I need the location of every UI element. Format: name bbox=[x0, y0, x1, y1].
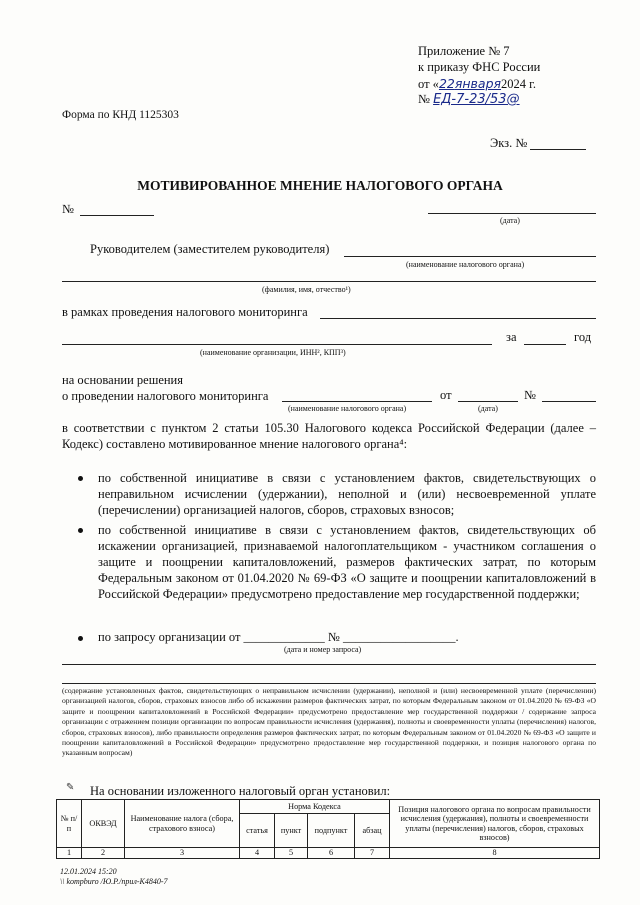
col-position-header: Позиция налогового органа по вопросам правильности исчисления (удержания), полноты и своевременности уплаты (перечисления) налогов, сборов, страховых взносов) bbox=[390, 800, 600, 848]
col-code-norm-header: Норма Кодекса bbox=[240, 800, 390, 814]
footer-stamp-date: 12.01.2024 15:20 bbox=[60, 867, 117, 876]
table-col-number: 7 bbox=[355, 848, 390, 859]
order-date bbox=[418, 76, 536, 92]
date-line bbox=[428, 213, 596, 214]
col-paragraph-header: абзац bbox=[355, 814, 390, 848]
number-line bbox=[80, 215, 154, 216]
bullet-request: по запросу организации от _____________ № __________________. bbox=[98, 630, 459, 644]
col-article-header: статья bbox=[240, 814, 275, 848]
bullet-own-initiative-costs: по собственной инициативе в связи с установлением фактов, свидетельствующих об искажении организацией, признаваемой налогоплательщиком - участником соглашения о защите и поощрении капиталовложений, размеров фактических затрат, по которым Федеральным законом от 01.04.2020 № 69-ФЗ «О защите и поощрении капиталовложений в Российской Федерации» предусмотрено предоставление мер государственной поддержки; bbox=[98, 523, 596, 601]
decision-line2: о проведении налогового мониторинга bbox=[62, 389, 269, 403]
handwritten-number: ЕД-7-23/53@ bbox=[433, 92, 520, 107]
content-line bbox=[62, 664, 596, 665]
year-line bbox=[524, 344, 566, 345]
decision-no: № bbox=[524, 388, 536, 402]
decision-tax-org-line bbox=[282, 401, 432, 402]
order-line: к приказу ФНС России bbox=[418, 60, 541, 74]
table-col-number: 8 bbox=[390, 848, 600, 859]
document-title: МОТИВИРОВАННОЕ МНЕНИЕ НАЛОГОВОГО ОРГАНА bbox=[137, 178, 503, 193]
established-heading: На основании изложенного налоговый орган установил: bbox=[90, 784, 391, 798]
decision-date-caption: (дата) bbox=[478, 404, 498, 413]
form-code: Форма по КНД 1125303 bbox=[62, 109, 179, 121]
copy-number-line bbox=[530, 149, 586, 150]
table-col-number: 6 bbox=[308, 848, 355, 859]
appendix-number: Приложение № 7 bbox=[418, 44, 510, 58]
col-subpoint-header: подпункт bbox=[308, 814, 355, 848]
number-prefix: № bbox=[418, 92, 430, 106]
number-label: № bbox=[62, 202, 74, 216]
table-col-number: 5 bbox=[275, 848, 308, 859]
table-col-number: 2 bbox=[82, 848, 125, 859]
bullet-marker bbox=[78, 476, 83, 481]
request-caption: (дата и номер запроса) bbox=[284, 645, 362, 654]
col-number-header: № п/п bbox=[57, 800, 82, 848]
bullet-marker bbox=[78, 528, 83, 533]
tax-org-line bbox=[344, 256, 596, 257]
col-okved-header: ОКВЭД bbox=[82, 800, 125, 848]
monitoring-label: в рамках проведения налогового мониторинга bbox=[62, 305, 308, 319]
za-label: за bbox=[506, 330, 517, 344]
bullet-own-initiative-taxes: по собственной инициативе в связи с установлением фактов, свидетельствующих о неправильном исчислении (удержании), неполной и (или) несвоевременной уплате (перечислении) организацией налогов, сборов, страховых взносов; bbox=[98, 471, 596, 517]
decision-line1: на основании решения bbox=[62, 373, 183, 387]
date-year: 2024 г. bbox=[501, 77, 536, 91]
fio-line bbox=[62, 281, 596, 282]
table-col-number: 4 bbox=[240, 848, 275, 859]
positions-table bbox=[56, 799, 600, 859]
copy-number-label: Экз. № bbox=[490, 136, 528, 150]
date-prefix: от « bbox=[418, 77, 439, 91]
decision-date-line bbox=[458, 401, 518, 402]
fio-caption: (фамилия, имя, отчество¹) bbox=[262, 285, 351, 294]
order-number bbox=[418, 92, 520, 107]
table-col-number: 1 bbox=[57, 848, 82, 859]
organization-caption: (наименование организации, ИНН², КПП³) bbox=[200, 348, 346, 357]
col-tax-name-header: Наименование налога (сбора, страхового взноса) bbox=[125, 800, 240, 848]
decision-ot: от bbox=[440, 388, 452, 402]
footer-stamp-file: \\ kompburo /Ю.Р./прил-К4840-7 bbox=[60, 877, 168, 886]
decision-number-line bbox=[542, 401, 596, 402]
god-label: год bbox=[574, 330, 592, 344]
content-line bbox=[62, 683, 596, 684]
table-col-number: 3 bbox=[125, 848, 240, 859]
content-caption: (содержание установленных фактов, свидетельствующих о неправильном исчислении (удержании), неполной и (или) несвоевременной уплате (перечислении) организацией налогов, сборов, страховых взносов либо об искажении размеров фактических затрат, по которым Федеральным законом от 01.04.2020 № 69-ФЗ «О защите и поощрении капиталовложений в Российской Федерации» предусмотрено предоставление мер государственной поддержки / содержание запроса организации с отражением позиции организации по вопросам правильности исчисления (удержания), полноты и своевременности уплаты (перечисления) налогов, сборов, страховых взносов), либо правильности определения размеров фактических затрат, по которым Федеральным законом от 01.04.2020 № 69-ФЗ «О защите и поощрении капиталовложений в Российской Федерации» предусмотрено предоставление мер государственной поддержки, и позиция налогового органа по указанным вопросам) bbox=[62, 686, 596, 758]
date-caption: (дата) bbox=[500, 216, 520, 225]
col-point-header: пункт bbox=[275, 814, 308, 848]
intro-paragraph: в соответствии с пунктом 2 статьи 105.30 Налогового кодекса Российской Федерации (далее – Кодекс) составлено мотивированное мнение налогового органа⁴: bbox=[62, 421, 596, 451]
tax-org-caption: (наименование налогового органа) bbox=[406, 260, 525, 269]
mark-icon: ✎ bbox=[66, 782, 75, 793]
handwritten-month: января bbox=[454, 76, 502, 91]
monitoring-line bbox=[320, 318, 596, 319]
handwritten-day: 22 bbox=[438, 76, 455, 91]
organization-line bbox=[62, 344, 492, 345]
decision-tax-org-caption: (наименование налогового органа) bbox=[288, 404, 407, 413]
bullet-marker bbox=[78, 636, 83, 641]
head-label: Руководителем (заместителем руководителя) bbox=[90, 242, 330, 256]
